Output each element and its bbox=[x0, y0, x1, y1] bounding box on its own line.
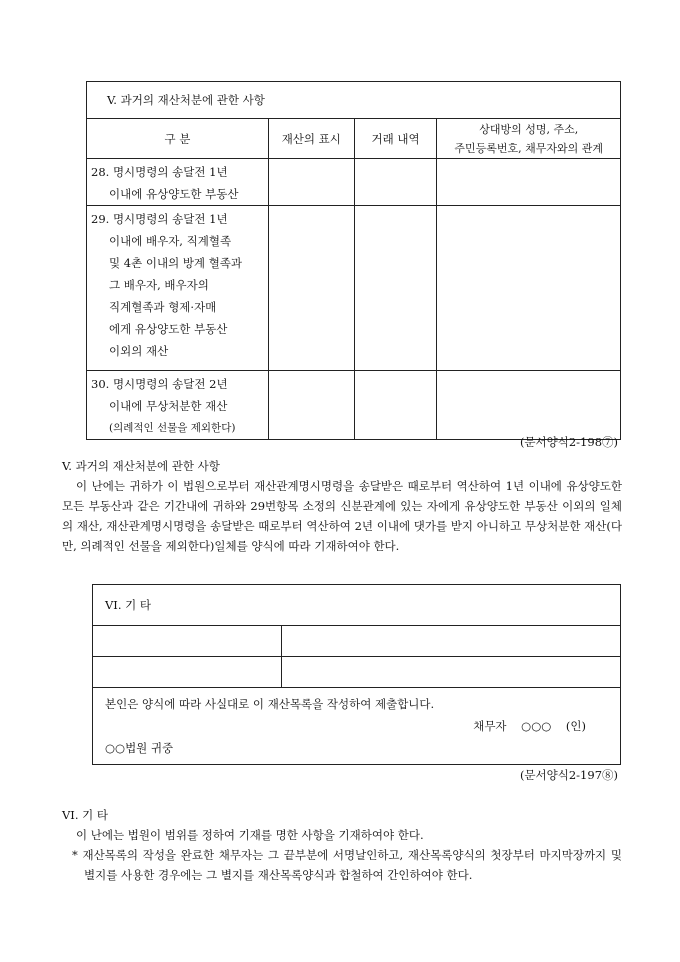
row-label: 28. 명시명령의 송달전 1년 이내에 유상양도한 부동산 bbox=[87, 159, 269, 206]
debtor-name[interactable]: ○○○ bbox=[521, 719, 552, 733]
counterparty-cell[interactable] bbox=[437, 371, 621, 440]
section-heading: V. 과거의 재산처분에 관한 사항 bbox=[62, 459, 220, 473]
transaction-cell[interactable] bbox=[354, 159, 437, 206]
header-category: 구 분 bbox=[87, 119, 269, 159]
table-row bbox=[87, 159, 621, 206]
declaration-cell bbox=[93, 688, 621, 765]
table-row bbox=[87, 371, 621, 440]
table-title: VI. 기 타 bbox=[93, 585, 621, 626]
header-property: 재산의 표시 bbox=[268, 119, 354, 159]
counterparty-cell[interactable] bbox=[437, 206, 621, 371]
seal-mark: (인) bbox=[565, 719, 586, 733]
footnote: * 재산목록의 작성을 완료한 채무자는 그 끝부분에 서명날인하고, 재산목록양식의 첫장부터 마지막장까지 및 별지를 사용한 경우에는 그 별지를 재산목록양식과 합철하여 간인하여야 한다. bbox=[72, 848, 622, 882]
property-cell[interactable] bbox=[268, 159, 354, 206]
section-heading: VI. 기 타 bbox=[62, 808, 109, 822]
transaction-cell[interactable] bbox=[354, 371, 437, 440]
header-transaction: 거래 내역 bbox=[354, 119, 437, 159]
declaration-text: 본인은 양식에 따라 사실대로 이 재산목록을 작성하여 제출합니다. bbox=[105, 697, 435, 711]
table-row bbox=[87, 206, 621, 371]
row-label: 29. 명시명령의 송달전 1년 이내에 배우자, 직계혈족 및 4촌 이내의 방계 혈족과 그 배우자, 배우자의 직계혈족과 형제·자매 에게 유상양도한 부동산 이외의 재산 bbox=[87, 206, 269, 371]
other-table bbox=[92, 584, 621, 765]
section-body: 이 난에는 귀하가 이 법원으로부터 재산관계명시명령을 송달받은 때로부터 역산하여 1년 이내에 유상양도한 모든 부동산과 같은 기간내에 귀하와 29번항목 소정의 신분관계에 있는 자에게 유상양도한 부동산 이외의 일체의 재산, 재산관계명시명령을 송달받은 때로부터 역산하여 2년 이내에 댓가를 받지 아니하고 무상처분한 재산(다만, 의례적인 선물을 제외한다)일체를 양식에 따라 기재하여야 한다. bbox=[62, 479, 622, 553]
section-vi bbox=[62, 805, 622, 885]
table-row bbox=[93, 657, 621, 688]
other-item-cell[interactable] bbox=[93, 657, 282, 688]
addressee: ○○법원 귀중 bbox=[105, 741, 174, 755]
property-disposal-table bbox=[86, 81, 621, 440]
table-title: V. 과거의 재산처분에 관한 사항 bbox=[87, 82, 621, 119]
other-detail-cell[interactable] bbox=[281, 626, 620, 657]
section-body: 이 난에는 법원이 범위를 정하여 기재를 명한 사항을 기재하여야 한다. bbox=[76, 828, 424, 842]
other-item-cell[interactable] bbox=[93, 626, 282, 657]
form-reference: (문서양식2-197⑧) bbox=[519, 768, 618, 782]
property-cell[interactable] bbox=[268, 371, 354, 440]
row-label: 30. 명시명령의 송달전 2년 이내에 무상처분한 재산 (의례적인 선물을 제외한다) bbox=[87, 371, 269, 440]
counterparty-cell[interactable] bbox=[437, 159, 621, 206]
transaction-cell[interactable] bbox=[354, 206, 437, 371]
form-reference: (문서양식2-198⑦) bbox=[519, 435, 618, 449]
table-row bbox=[93, 626, 621, 657]
property-cell[interactable] bbox=[268, 206, 354, 371]
header-counterparty: 상대방의 성명, 주소, 주민등록번호, 채무자와의 관계 bbox=[437, 119, 621, 159]
other-detail-cell[interactable] bbox=[281, 657, 620, 688]
debtor-signature: 채무자 ○○○ (인) bbox=[473, 719, 586, 733]
section-v bbox=[62, 456, 622, 556]
